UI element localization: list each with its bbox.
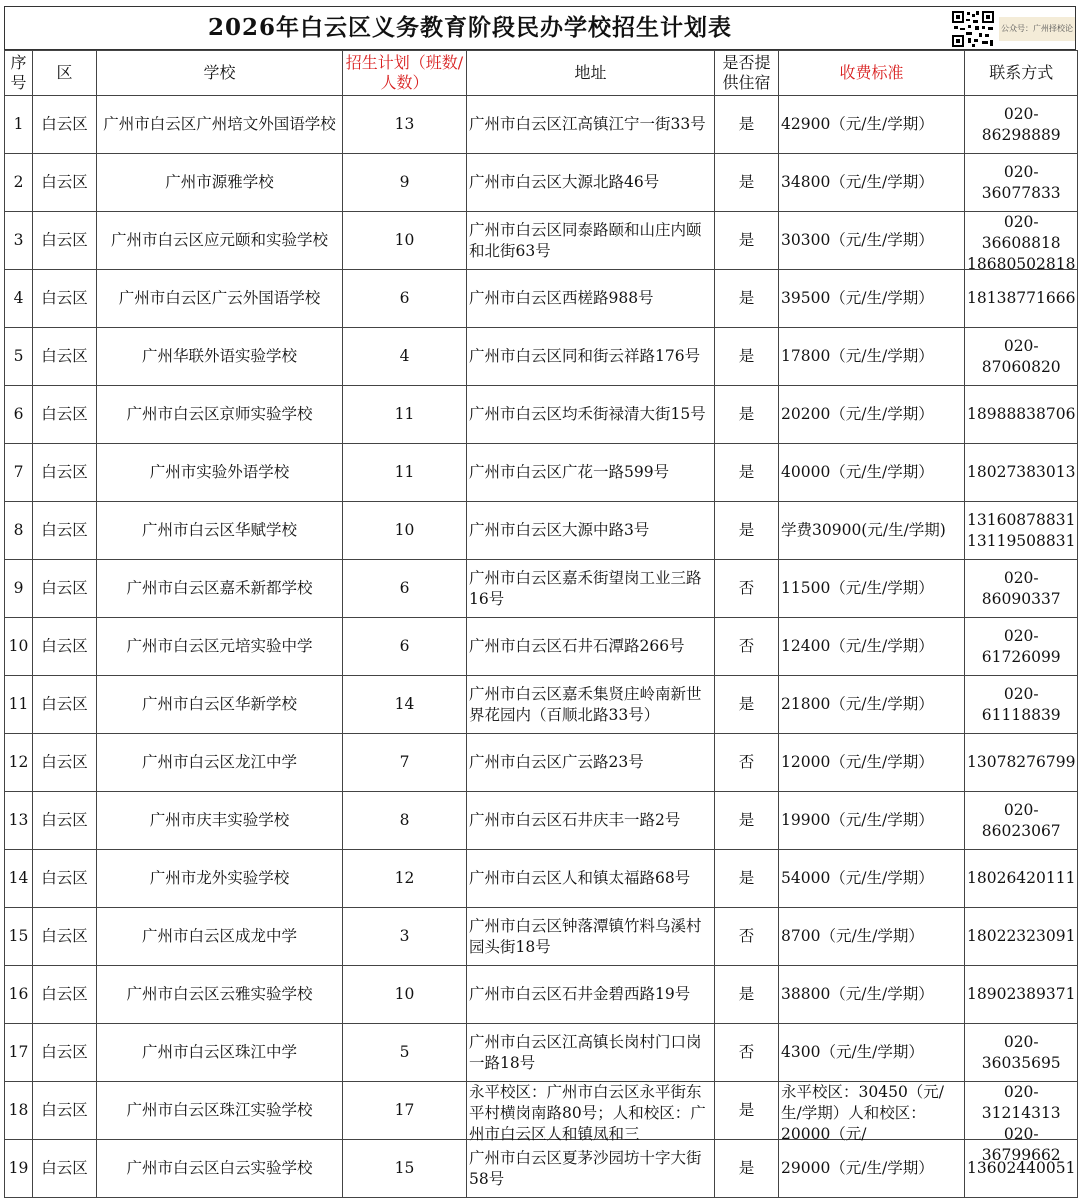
row-plan: 10 (343, 966, 467, 1024)
row-fee: 19900（元/生/学期） (779, 792, 965, 850)
row-contact: 020-86090337 (965, 560, 1078, 618)
row-boarding: 是 (715, 1082, 779, 1140)
row-no: 6 (5, 386, 33, 444)
header-address: 地址 (467, 51, 715, 96)
row-no: 16 (5, 966, 33, 1024)
row-contact: 18022323091 (965, 908, 1078, 966)
row-contact: 020-86023067 (965, 792, 1078, 850)
row-fee: 12400（元/生/学期） (779, 618, 965, 676)
row-district: 白云区 (33, 1024, 97, 1082)
row-district: 白云区 (33, 734, 97, 792)
row-address: 广州市白云区大源中路3号 (467, 502, 715, 560)
table-row (5, 444, 1078, 502)
row-plan: 6 (343, 618, 467, 676)
header-contact: 联系方式 (965, 51, 1078, 96)
table-row (5, 270, 1078, 328)
row-boarding: 是 (715, 850, 779, 908)
row-school: 广州市白云区珠江实验学校 (97, 1082, 343, 1140)
row-fee: 42900（元/生/学期） (779, 96, 965, 154)
row-district: 白云区 (33, 444, 97, 502)
row-plan: 11 (343, 444, 467, 502)
row-fee: 8700（元/生/学期） (779, 908, 965, 966)
row-fee: 34800（元/生/学期） (779, 154, 965, 212)
row-address: 广州市白云区钟落潭镇竹料乌溪村园头街18号 (467, 908, 715, 966)
row-district: 白云区 (33, 792, 97, 850)
row-contact: 18027383013 (965, 444, 1078, 502)
row-school: 广州市龙外实验学校 (97, 850, 343, 908)
table-row (5, 966, 1078, 1024)
row-plan: 8 (343, 792, 467, 850)
qr-code-icon (951, 10, 995, 48)
row-no: 3 (5, 212, 33, 270)
row-fee: 38800（元/生/学期） (779, 966, 965, 1024)
row-contact: 020-87060820 (965, 328, 1078, 386)
row-no: 15 (5, 908, 33, 966)
table-row (5, 1082, 1078, 1140)
table-row (5, 734, 1078, 792)
row-school: 广州市白云区珠江中学 (97, 1024, 343, 1082)
row-boarding: 是 (715, 444, 779, 502)
row-no: 8 (5, 502, 33, 560)
row-fee: 4300（元/生/学期） (779, 1024, 965, 1082)
row-address: 广州市白云区广云路23号 (467, 734, 715, 792)
row-district: 白云区 (33, 154, 97, 212)
row-fee: 39500（元/生/学期） (779, 270, 965, 328)
row-school: 广州市白云区白云实验学校 (97, 1140, 343, 1198)
row-boarding: 是 (715, 154, 779, 212)
row-boarding: 是 (715, 676, 779, 734)
header-plan: 招生计划（班数/人数） (343, 51, 467, 96)
row-contact: 18902389371 (965, 966, 1078, 1024)
table-row (5, 386, 1078, 444)
row-no: 9 (5, 560, 33, 618)
row-no: 4 (5, 270, 33, 328)
row-contact: 020-61118839 (965, 676, 1078, 734)
table-row (5, 676, 1078, 734)
row-boarding: 否 (715, 560, 779, 618)
table-row (5, 792, 1078, 850)
row-boarding: 是 (715, 386, 779, 444)
row-plan: 9 (343, 154, 467, 212)
table-header-row (5, 51, 1078, 96)
row-address: 广州市白云区江高镇长岗村门口岗一路18号 (467, 1024, 715, 1082)
title-bar (4, 6, 1076, 50)
page-title: 2026年白云区义务教育阶段民办学校招生计划表 (207, 14, 732, 41)
row-plan: 6 (343, 270, 467, 328)
row-no: 11 (5, 676, 33, 734)
row-contact: 020-86298889 (965, 96, 1078, 154)
row-school: 广州市白云区华新学校 (97, 676, 343, 734)
row-contact: 13160878831 13119508831 (965, 502, 1078, 560)
enrollment-table (4, 50, 1078, 1198)
row-address: 广州市白云区嘉禾街望岗工业三路16号 (467, 560, 715, 618)
row-school: 广州市庆丰实验学校 (97, 792, 343, 850)
row-no: 1 (5, 96, 33, 154)
row-boarding: 是 (715, 270, 779, 328)
row-fee: 17800（元/生/学期） (779, 328, 965, 386)
table-row (5, 154, 1078, 212)
row-contact: 020-61726099 (965, 618, 1078, 676)
row-no: 5 (5, 328, 33, 386)
row-district: 白云区 (33, 1140, 97, 1198)
row-district: 白云区 (33, 328, 97, 386)
row-boarding: 否 (715, 618, 779, 676)
row-school: 广州市白云区云雅实验学校 (97, 966, 343, 1024)
row-plan: 10 (343, 212, 467, 270)
row-school: 广州市白云区广云外国语学校 (97, 270, 343, 328)
row-plan: 3 (343, 908, 467, 966)
row-school: 广州市白云区成龙中学 (97, 908, 343, 966)
row-district: 白云区 (33, 850, 97, 908)
row-district: 白云区 (33, 560, 97, 618)
table-row (5, 850, 1078, 908)
table-row (5, 212, 1078, 270)
table-row (5, 908, 1078, 966)
row-school: 广州市白云区嘉禾新都学校 (97, 560, 343, 618)
row-fee: 11500（元/生/学期） (779, 560, 965, 618)
qr-label: 公众号：广州择校论 (999, 17, 1075, 41)
row-boarding: 否 (715, 1024, 779, 1082)
row-no: 12 (5, 734, 33, 792)
row-school: 广州市白云区华赋学校 (97, 502, 343, 560)
header-fee: 收费标准 (779, 51, 965, 96)
row-no: 2 (5, 154, 33, 212)
row-contact: 020-31214313 020-36799662 (965, 1082, 1078, 1140)
table-row (5, 618, 1078, 676)
row-plan: 11 (343, 386, 467, 444)
table-row (5, 502, 1078, 560)
row-district: 白云区 (33, 676, 97, 734)
row-plan: 15 (343, 1140, 467, 1198)
row-boarding: 否 (715, 908, 779, 966)
row-school: 广州市白云区广州培文外国语学校 (97, 96, 343, 154)
row-plan: 14 (343, 676, 467, 734)
header-no: 序号 (5, 51, 33, 96)
row-boarding: 是 (715, 966, 779, 1024)
row-contact: 18026420111 (965, 850, 1078, 908)
row-address: 广州市白云区石井金碧西路19号 (467, 966, 715, 1024)
row-fee: 20200（元/生/学期） (779, 386, 965, 444)
row-school: 广州市白云区应元颐和实验学校 (97, 212, 343, 270)
row-address: 广州市白云区大源北路46号 (467, 154, 715, 212)
row-boarding: 是 (715, 212, 779, 270)
row-address: 广州市白云区同泰路颐和山庄内颐和北街63号 (467, 212, 715, 270)
row-plan: 5 (343, 1024, 467, 1082)
row-no: 19 (5, 1140, 33, 1198)
row-fee: 30300（元/生/学期） (779, 212, 965, 270)
row-plan: 7 (343, 734, 467, 792)
row-district: 白云区 (33, 1082, 97, 1140)
row-address: 广州市白云区西槎路988号 (467, 270, 715, 328)
row-boarding: 是 (715, 502, 779, 560)
row-contact: 18138771666 (965, 270, 1078, 328)
row-no: 14 (5, 850, 33, 908)
table-row (5, 328, 1078, 386)
row-address: 广州市白云区夏茅沙园坊十字大街58号 (467, 1140, 715, 1198)
row-plan: 13 (343, 96, 467, 154)
row-school: 广州市白云区京师实验学校 (97, 386, 343, 444)
row-fee: 54000（元/生/学期） (779, 850, 965, 908)
row-boarding: 否 (715, 734, 779, 792)
row-school: 广州市源雅学校 (97, 154, 343, 212)
header-school: 学校 (97, 51, 343, 96)
row-contact: 020-36077833 (965, 154, 1078, 212)
row-school: 广州市白云区龙江中学 (97, 734, 343, 792)
row-address: 广州市白云区石井石潭路266号 (467, 618, 715, 676)
row-plan: 17 (343, 1082, 467, 1140)
table-row (5, 96, 1078, 154)
header-district: 区 (33, 51, 97, 96)
row-no: 7 (5, 444, 33, 502)
row-no: 13 (5, 792, 33, 850)
row-address: 广州市白云区同和街云祥路176号 (467, 328, 715, 386)
table-row (5, 1024, 1078, 1082)
row-address: 广州市白云区嘉禾集贤庄岭南新世界花园内（百顺北路33号） (467, 676, 715, 734)
row-contact: 020-36035695 (965, 1024, 1078, 1082)
row-address: 广州市白云区人和镇太福路68号 (467, 850, 715, 908)
row-boarding: 是 (715, 96, 779, 154)
row-contact: 13602440051 (965, 1140, 1078, 1198)
row-district: 白云区 (33, 386, 97, 444)
row-address: 广州市白云区广花一路599号 (467, 444, 715, 502)
row-boarding: 是 (715, 328, 779, 386)
row-plan: 6 (343, 560, 467, 618)
row-school: 广州市实验外语学校 (97, 444, 343, 502)
row-address: 永平校区：广州市白云区永平街东平村横岗南路80号；人和校区：广州市白云区人和镇凤和三 (467, 1082, 715, 1140)
row-no: 18 (5, 1082, 33, 1140)
row-address: 广州市白云区石井庆丰一路2号 (467, 792, 715, 850)
row-boarding: 是 (715, 1140, 779, 1198)
row-district: 白云区 (33, 502, 97, 560)
row-plan: 12 (343, 850, 467, 908)
row-fee: 40000（元/生/学期） (779, 444, 965, 502)
row-contact: 18988838706 (965, 386, 1078, 444)
row-contact: 13078276799 (965, 734, 1078, 792)
table-row (5, 1140, 1078, 1198)
row-district: 白云区 (33, 908, 97, 966)
row-boarding: 是 (715, 792, 779, 850)
row-contact: 020-36608818 18680502818 (965, 212, 1078, 270)
row-fee: 12000（元/生/学期） (779, 734, 965, 792)
row-school: 广州市白云区元培实验中学 (97, 618, 343, 676)
row-plan: 10 (343, 502, 467, 560)
row-no: 17 (5, 1024, 33, 1082)
row-address: 广州市白云区均禾街禄清大街15号 (467, 386, 715, 444)
row-district: 白云区 (33, 96, 97, 154)
table-row (5, 560, 1078, 618)
row-fee: 29000（元/生/学期） (779, 1140, 965, 1198)
row-district: 白云区 (33, 270, 97, 328)
row-fee: 永平校区：30450（元/生/学期）人和校区：20000（元/ (779, 1082, 965, 1140)
row-district: 白云区 (33, 618, 97, 676)
row-district: 白云区 (33, 212, 97, 270)
row-no: 10 (5, 618, 33, 676)
row-plan: 4 (343, 328, 467, 386)
row-fee: 21800（元/生/学期） (779, 676, 965, 734)
row-address: 广州市白云区江高镇江宁一街33号 (467, 96, 715, 154)
row-fee: 学费30900(元/生/学期) (779, 502, 965, 560)
header-boarding: 是否提供住宿 (715, 51, 779, 96)
row-school: 广州华联外语实验学校 (97, 328, 343, 386)
row-district: 白云区 (33, 966, 97, 1024)
